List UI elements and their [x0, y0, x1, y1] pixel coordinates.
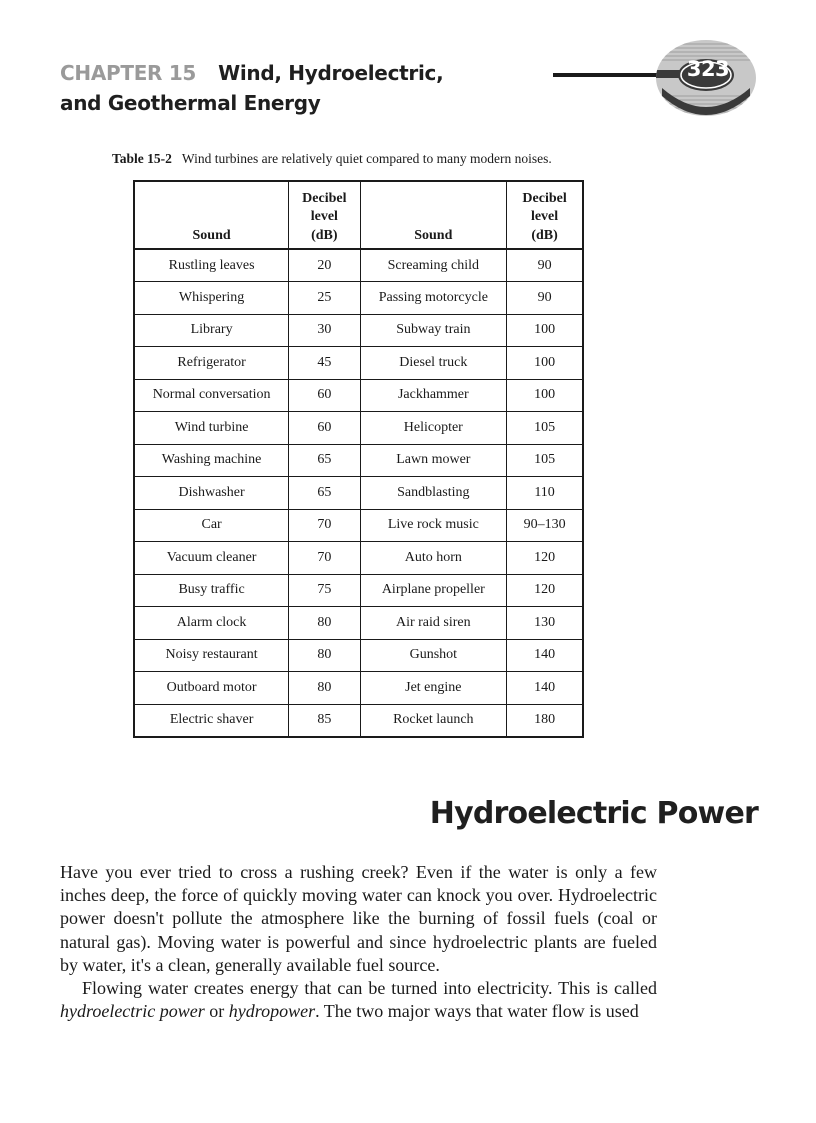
table-row	[134, 639, 583, 672]
decibel-cell: 90	[507, 249, 583, 282]
chapter-header	[60, 58, 540, 118]
sound-cell: Jackhammer	[360, 379, 507, 412]
decibel-cell: 75	[289, 574, 360, 607]
sound-cell: Busy traffic	[134, 574, 289, 607]
section-heading: Hydroelectric Power	[429, 796, 758, 831]
header-decibel-2-line1: Decibel	[522, 190, 567, 206]
table-row	[134, 574, 583, 607]
sound-cell: Diesel truck	[360, 347, 507, 380]
header-decibel-2-line2: level	[530, 209, 559, 224]
header-decibel-2-line3: (dB)	[531, 227, 558, 243]
table-row	[134, 444, 583, 477]
sound-cell: Live rock music	[360, 509, 507, 542]
decibel-cell: 20	[289, 249, 360, 282]
chapter-title-line1: Wind, Hydroelectric,	[218, 61, 444, 85]
paragraph-2-end: . The two major ways that water flow is used	[315, 1001, 639, 1022]
decibel-cell: 65	[289, 444, 360, 477]
decibel-cell: 70	[289, 542, 360, 575]
sound-cell: Subway train	[360, 314, 507, 347]
sound-cell: Outboard motor	[134, 672, 289, 705]
sound-cell: Refrigerator	[134, 347, 289, 380]
decibel-cell: 100	[507, 379, 583, 412]
table-row	[134, 249, 583, 282]
decibel-cell: 25	[289, 282, 360, 315]
sound-cell: Wind turbine	[134, 412, 289, 445]
header-sound: Sound	[134, 181, 289, 249]
decibel-cell: 70	[289, 509, 360, 542]
header-decibel-line2: level	[310, 209, 338, 224]
decibel-cell: 100	[507, 314, 583, 347]
decibel-cell: 85	[289, 704, 360, 737]
chapter-title-line2: and Geothermal Energy	[60, 91, 321, 115]
page-number: 323	[686, 57, 730, 81]
decibel-cell: 60	[289, 412, 360, 445]
paragraph-2-start: Flowing water creates energy that can be turned into electricity. This is called	[82, 978, 657, 999]
sound-cell: Electric shaver	[134, 704, 289, 737]
table-row	[134, 412, 583, 445]
decibel-cell: 90–130	[507, 509, 583, 542]
sound-cell: Alarm clock	[134, 607, 289, 640]
decibel-cell: 30	[289, 314, 360, 347]
sound-cell: Vacuum cleaner	[134, 542, 289, 575]
header-decibel	[289, 181, 360, 249]
sound-cell: Helicopter	[360, 412, 507, 445]
sound-cell: Whispering	[134, 282, 289, 315]
table-row	[134, 379, 583, 412]
table-row	[134, 509, 583, 542]
sound-cell: Jet engine	[360, 672, 507, 705]
table-row	[134, 542, 583, 575]
header-decibel-2	[507, 181, 583, 249]
decibel-cell: 65	[289, 477, 360, 510]
sound-cell: Normal conversation	[134, 379, 289, 412]
sound-cell: Library	[134, 314, 289, 347]
sound-cell: Washing machine	[134, 444, 289, 477]
decibel-cell: 110	[507, 477, 583, 510]
sound-cell: Sandblasting	[360, 477, 507, 510]
paragraph-2-connector: or	[209, 1001, 225, 1022]
sound-cell: Dishwasher	[134, 477, 289, 510]
chapter-label: CHAPTER 15	[60, 61, 197, 85]
term-hydroelectric-power: hydroelectric power	[60, 1001, 205, 1022]
sound-cell: Screaming child	[360, 249, 507, 282]
table-caption-label: Table 15-2	[112, 151, 172, 166]
sound-cell: Gunshot	[360, 639, 507, 672]
table-caption-text: Wind turbines are relatively quiet compared to many modern noises.	[181, 151, 552, 166]
paragraph-1: Have you ever tried to cross a rushing creek? Even if the water is only a few inches deep, the force of quickly moving water can knock you over. Hydroelectric power doesn't pollute the atmosphere like the burning of fossil fuels (coal or natural gas). Moving water is powerful and since hydroelectric plants are fueled by water, it's a clean, generally available fuel source.	[60, 862, 657, 975]
decibel-cell: 90	[507, 282, 583, 315]
table-row	[134, 607, 583, 640]
paragraph-2	[60, 977, 657, 1023]
sound-cell: Auto horn	[360, 542, 507, 575]
decibel-cell: 130	[507, 607, 583, 640]
sound-cell: Rustling leaves	[134, 249, 289, 282]
table-row	[134, 477, 583, 510]
table-row	[134, 282, 583, 315]
decibel-cell: 80	[289, 607, 360, 640]
decibel-table	[133, 180, 584, 738]
table-row	[134, 347, 583, 380]
body-text	[60, 861, 657, 1023]
decibel-cell: 105	[507, 444, 583, 477]
sound-cell: Air raid siren	[360, 607, 507, 640]
sound-cell: Noisy restaurant	[134, 639, 289, 672]
header-decibel-line1: Decibel	[302, 190, 347, 206]
decibel-cell: 60	[289, 379, 360, 412]
decibel-cell: 105	[507, 412, 583, 445]
table-row	[134, 672, 583, 705]
sound-cell: Lawn mower	[360, 444, 507, 477]
sound-cell: Rocket launch	[360, 704, 507, 737]
decibel-cell: 80	[289, 639, 360, 672]
sound-cell: Airplane propeller	[360, 574, 507, 607]
header-decibel-line3: (dB)	[311, 227, 338, 243]
decibel-cell: 120	[507, 542, 583, 575]
sound-cell: Car	[134, 509, 289, 542]
table-row	[134, 314, 583, 347]
decibel-cell: 180	[507, 704, 583, 737]
decibel-cell: 140	[507, 639, 583, 672]
decibel-cell: 100	[507, 347, 583, 380]
decibel-cell: 80	[289, 672, 360, 705]
table-header-row	[134, 181, 583, 249]
table-caption	[112, 151, 712, 167]
sound-cell: Passing motorcycle	[360, 282, 507, 315]
term-hydropower: hydropower	[228, 1001, 316, 1022]
decibel-cell: 45	[289, 347, 360, 380]
header-sound-2: Sound	[360, 181, 507, 249]
decibel-cell: 140	[507, 672, 583, 705]
table-row	[134, 704, 583, 737]
decibel-cell: 120	[507, 574, 583, 607]
